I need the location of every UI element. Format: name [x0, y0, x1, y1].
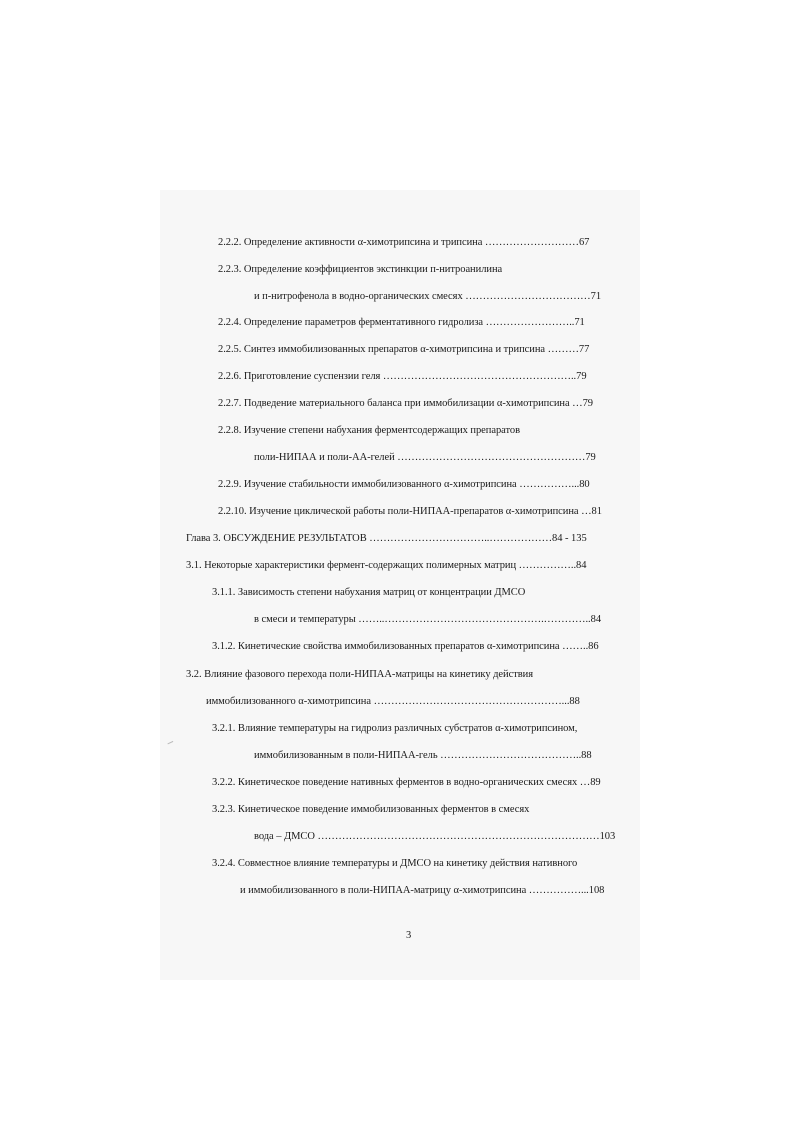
toc-entry-2-2-5: 2.2.5. Синтез иммобилизованных препаратов α-химотрипсина и трипсина ………77 [218, 344, 590, 355]
toc-entry-2-2-6: 2.2.6. Приготовление суспензии геля ………………………………………………..79 [218, 371, 587, 382]
toc-entry-3-2-4-cont: и иммобилизованного в поли-НИПАА-матрицу α-химотрипсина ……………...108 [240, 885, 605, 896]
toc-entry-3-2-1: 3.2.1. Влияние температуры на гидролиз различных субстратов α-химотрипсином, [212, 723, 578, 734]
toc-entry-2-2-3: 2.2.3. Определение коэффициентов экстинкции п-нитроанилина [218, 264, 503, 275]
toc-entry-2-2-8: 2.2.8. Изучение степени набухания ферментсодержащих препаратов [218, 425, 521, 436]
toc-entry-2-2-7: 2.2.7. Подведение материального баланса при иммобилизации α-химотрипсина …79 [218, 398, 594, 409]
toc-entry-3-1-1: 3.1.1. Зависимость степени набухания матриц от концентрации ДМСО [212, 587, 526, 598]
toc-entry-2-2-4: 2.2.4. Определение параметров ферментативного гидролиза ……………………..71 [218, 317, 585, 328]
toc-entry-2-2-8-cont: поли-НИПАА и поли-АА-гелей ………………………………………………79 [254, 452, 596, 463]
page-number: 3 [406, 930, 412, 941]
toc-entry-3-1-2: 3.1.2. Кинетические свойства иммобилизованных препаратов α-химотрипсина ……..86 [212, 641, 599, 652]
toc-entry-3-1: 3.1. Некоторые характеристики фермент-содержащих полимерных матриц ……………..84 [186, 560, 587, 571]
toc-entry-3-2-cont: иммобилизованного α-химотрипсина ………………………………………………...88 [206, 696, 580, 707]
toc-entry-3-2-2: 3.2.2. Кинетическое поведение нативных ферментов в водно-органических смесях …89 [212, 777, 601, 788]
toc-entry-3-2-1-cont: иммобилизованным в поли-НИПАА-гель …………………………………..88 [254, 750, 592, 761]
toc-entry-3-2-3-cont: вода – ДМСО ………………………………………………………………………103 [254, 831, 616, 842]
toc-entry-2-2-10: 2.2.10. Изучение циклической работы поли-НИПАА-препаратов α-химотрипсина …81 [218, 506, 602, 517]
toc-entry-3-1-1-cont: в смеси и температуры ……..……………………………………….…………..84 [254, 614, 602, 625]
toc-entry-3-2-4: 3.2.4. Совместное влияние температуры и ДМСО на кинетику действия нативного [212, 858, 578, 869]
toc-entry-2-2-3-cont: и п-нитрофенола в водно-органических смесях ………………………………71 [254, 291, 602, 302]
toc-entry-3-2: 3.2. Влияние фазового перехода поли-НИПАА-матрицы на кинетику действия [186, 669, 533, 680]
toc-entry-chapter-3: Глава 3. ОБСУЖДЕНИЕ РЕЗУЛЬТАТОВ ……………………………..………………84 - 135 [186, 533, 587, 544]
toc-entry-2-2-2: 2.2.2. Определение активности α-химотрипсина и трипсина ………………………67 [218, 237, 590, 248]
toc-entry-2-2-9: 2.2.9. Изучение стабильности иммобилизованного α-химотрипсина ……………...80 [218, 479, 590, 490]
toc-entry-3-2-3: 3.2.3. Кинетическое поведение иммобилизованных ферментов в смесях [212, 804, 530, 815]
